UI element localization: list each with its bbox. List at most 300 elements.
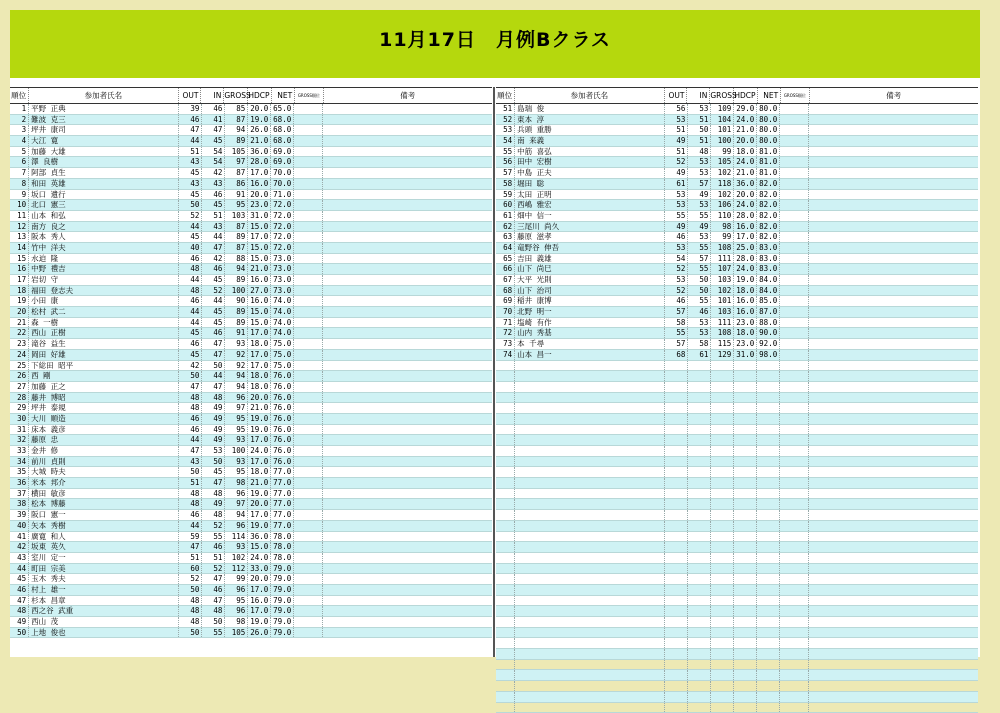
net-cell [757,393,780,403]
name-cell: 前川 貞則 [29,457,179,467]
in-cell: 43 [202,179,225,189]
in-cell: 61 [688,350,711,360]
gross-cell: 106 [711,200,734,210]
out-cell: 46 [665,296,688,306]
note-cell [809,638,978,648]
gross-cell [711,371,734,381]
rank-cell: 25 [10,361,29,371]
hdcp-cell [734,425,757,435]
hdcp-cell: 33.0 [248,564,271,574]
note-cell [809,510,978,520]
out-cell [665,660,688,670]
out-cell: 53 [665,200,688,210]
note-cell [809,339,978,349]
in-cell: 50 [202,617,225,627]
hdcp-cell: 36.0 [248,147,271,157]
out-cell: 61 [665,179,688,189]
note-cell [323,222,492,232]
note-cell [323,339,492,349]
header-gross-rank: GROSS順位 [295,88,323,103]
in-cell [688,703,711,713]
out-cell: 48 [179,499,202,509]
gross-rank-cell [780,328,809,338]
gross-rank-cell [780,307,809,317]
out-cell [665,382,688,392]
in-cell [688,681,711,691]
gross-cell: 95 [225,596,248,606]
name-cell [515,606,665,616]
note-cell [323,211,492,221]
note-cell [809,670,978,680]
gross-rank-cell [780,489,809,499]
rank-cell: 41 [10,532,29,542]
table-row [496,350,978,361]
hdcp-cell [734,393,757,403]
note-cell [809,104,978,114]
out-cell: 50 [179,371,202,381]
out-cell: 39 [179,104,202,114]
name-cell: 澤 良樹 [29,157,179,167]
net-cell [757,425,780,435]
table-row [10,382,492,393]
gross-rank-cell [294,628,323,638]
gross-rank-cell [780,350,809,360]
table-row [10,350,492,361]
gross-rank-cell [294,499,323,509]
table-row [496,275,978,286]
empty-row [496,574,978,585]
hdcp-cell: 17.0 [248,435,271,445]
gross-cell: 93 [225,457,248,467]
note-cell [809,457,978,467]
name-cell: 米本 邦介 [29,478,179,488]
rank-cell: 28 [10,393,29,403]
net-cell [757,403,780,413]
in-cell: 50 [202,361,225,371]
net-cell: 76.0 [271,425,294,435]
gross-rank-cell [294,190,323,200]
name-cell [515,681,665,691]
note-cell [323,361,492,371]
net-cell [757,703,780,713]
gross-rank-cell [780,681,809,691]
net-cell [757,628,780,638]
in-cell: 48 [202,393,225,403]
net-cell: 77.0 [271,510,294,520]
in-cell [688,649,711,659]
out-cell: 45 [179,350,202,360]
table-row [10,190,492,201]
net-cell: 79.0 [271,574,294,584]
table-row [496,147,978,158]
hdcp-cell: 28.0 [734,211,757,221]
gross-rank-cell [780,275,809,285]
net-cell: 76.0 [271,393,294,403]
hdcp-cell: 15.0 [248,318,271,328]
out-cell [665,499,688,509]
name-cell: 横田 敏彦 [29,489,179,499]
gross-cell: 97 [225,157,248,167]
name-cell: 上地 俊也 [29,628,179,638]
name-cell: 松村 武二 [29,307,179,317]
gross-rank-cell [780,190,809,200]
gross-cell: 98 [225,617,248,627]
gross-rank-cell [294,104,323,114]
gross-cell [711,446,734,456]
out-cell: 44 [179,307,202,317]
gross-cell: 111 [711,254,734,264]
in-cell: 57 [688,179,711,189]
out-cell: 46 [179,339,202,349]
empty-row [496,382,978,393]
rank-cell [496,585,515,595]
hdcp-cell [734,574,757,584]
gross-rank-cell [294,350,323,360]
out-cell: 46 [665,232,688,242]
in-cell: 47 [202,243,225,253]
rank-cell: 51 [496,104,515,114]
table-row [10,457,492,468]
rank-cell: 70 [496,307,515,317]
gross-cell: 107 [711,264,734,274]
net-cell [757,553,780,563]
hdcp-cell: 18.0 [248,371,271,381]
out-cell [665,606,688,616]
gross-rank-cell [780,574,809,584]
rank-cell: 1 [10,104,29,114]
hdcp-cell: 19.0 [248,115,271,125]
out-cell [665,521,688,531]
in-cell: 45 [202,467,225,477]
name-cell [515,425,665,435]
gross-rank-cell [294,328,323,338]
out-cell [665,692,688,702]
out-cell [665,553,688,563]
name-cell: 中島 正夫 [515,168,665,178]
hdcp-cell: 16.0 [734,296,757,306]
gross-cell: 100 [711,136,734,146]
net-cell: 82.0 [757,200,780,210]
gross-cell [711,606,734,616]
gross-cell: 100 [225,446,248,456]
out-cell [665,649,688,659]
in-cell [688,371,711,381]
hdcp-cell: 36.0 [248,532,271,542]
table-row [10,328,492,339]
note-cell [323,371,492,381]
table-row [10,585,492,596]
gross-rank-cell [780,692,809,702]
in-cell [688,596,711,606]
empty-row [496,403,978,414]
out-cell: 52 [179,574,202,584]
note-cell [809,211,978,221]
gross-cell: 95 [225,425,248,435]
in-cell: 51 [688,136,711,146]
header-out: OUT [179,88,202,103]
hdcp-cell: 27.0 [248,286,271,296]
out-cell: 46 [179,414,202,424]
gross-cell: 105 [225,147,248,157]
header-out: OUT [665,88,688,103]
out-cell: 60 [179,564,202,574]
gross-cell: 89 [225,232,248,242]
out-cell: 51 [665,125,688,135]
rank-cell [496,606,515,616]
name-cell: 森 一樹 [29,318,179,328]
net-cell: 88.0 [757,318,780,328]
rank-cell: 48 [10,606,29,616]
in-cell: 49 [202,414,225,424]
in-cell: 46 [202,190,225,200]
table-row [10,179,492,190]
net-cell: 68.0 [271,136,294,146]
net-cell: 82.0 [757,222,780,232]
rank-cell: 16 [10,264,29,274]
hdcp-cell: 16.0 [734,222,757,232]
net-cell [757,510,780,520]
rank-cell [496,414,515,424]
gross-cell: 115 [711,339,734,349]
net-cell: 85.0 [757,296,780,306]
rank-cell: 46 [10,585,29,595]
in-cell: 46 [688,307,711,317]
net-cell [757,457,780,467]
out-cell [665,403,688,413]
table-body [496,104,978,713]
table-row [10,393,492,404]
note-cell [809,703,978,713]
name-cell: 水迫 隆 [29,254,179,264]
net-cell [757,692,780,702]
note-cell [809,115,978,125]
net-cell: 83.0 [757,243,780,253]
out-cell [665,617,688,627]
note-cell [323,125,492,135]
table-row [496,328,978,339]
rank-cell: 45 [10,574,29,584]
gross-rank-cell [780,318,809,328]
name-cell [515,553,665,563]
in-cell: 53 [688,328,711,338]
hdcp-cell: 16.0 [248,596,271,606]
empty-row [496,606,978,617]
gross-rank-cell [294,222,323,232]
in-cell: 45 [202,275,225,285]
hdcp-cell [734,660,757,670]
in-cell: 53 [688,200,711,210]
results-table-right [496,87,978,713]
in-cell: 46 [202,264,225,274]
name-cell: 兵頭 重勝 [515,125,665,135]
note-cell [809,596,978,606]
hdcp-cell: 21.0 [248,478,271,488]
name-cell [515,670,665,680]
gross-cell: 99 [225,574,248,584]
gross-cell [711,382,734,392]
hdcp-cell: 18.0 [248,382,271,392]
hdcp-cell: 19.0 [248,425,271,435]
in-cell [688,521,711,531]
rank-cell: 3 [10,125,29,135]
table-row [10,435,492,446]
in-cell: 48 [202,489,225,499]
hdcp-cell [734,628,757,638]
rank-cell: 69 [496,296,515,306]
gross-rank-cell [780,510,809,520]
net-cell: 73.0 [271,264,294,274]
rank-cell: 12 [10,222,29,232]
name-cell: 難波 克三 [29,115,179,125]
hdcp-cell [734,457,757,467]
gross-cell: 89 [225,307,248,317]
out-cell [665,425,688,435]
name-cell [515,371,665,381]
hdcp-cell [734,489,757,499]
note-cell [809,542,978,552]
gross-cell: 112 [225,564,248,574]
gross-rank-cell [294,564,323,574]
name-cell: 坂東 英久 [29,542,179,552]
in-cell: 47 [202,574,225,584]
table-row [496,318,978,329]
in-cell [688,414,711,424]
hdcp-cell: 17.0 [248,232,271,242]
out-cell: 52 [665,286,688,296]
name-cell [515,478,665,488]
in-cell [688,542,711,552]
name-cell: 竜野谷 伸吾 [515,243,665,253]
gross-cell [711,617,734,627]
note-cell [323,318,492,328]
table-row [10,136,492,147]
in-cell: 46 [202,542,225,552]
rank-cell [496,499,515,509]
gross-cell: 98 [711,222,734,232]
table-row [10,617,492,628]
note-cell [323,179,492,189]
hdcp-cell: 20.0 [248,499,271,509]
table-row [10,425,492,436]
in-cell: 53 [688,157,711,167]
gross-rank-cell [780,104,809,114]
gross-cell [711,467,734,477]
hdcp-cell: 20.0 [248,190,271,200]
rank-cell: 34 [10,457,29,467]
rank-cell [496,393,515,403]
net-cell: 82.0 [757,179,780,189]
gross-rank-cell [780,157,809,167]
note-cell [809,136,978,146]
hdcp-cell: 17.0 [248,168,271,178]
rank-cell: 4 [10,136,29,146]
in-cell: 44 [202,371,225,381]
hdcp-cell: 24.0 [248,446,271,456]
hdcp-cell [734,361,757,371]
note-cell [323,168,492,178]
gross-rank-cell [780,243,809,253]
in-cell: 50 [688,275,711,285]
out-cell: 44 [179,222,202,232]
gross-rank-cell [294,542,323,552]
gross-cell [711,478,734,488]
gross-cell [711,489,734,499]
hdcp-cell: 17.0 [248,350,271,360]
hdcp-cell: 21.0 [734,125,757,135]
out-cell [665,703,688,713]
gross-cell: 93 [225,542,248,552]
gross-rank-cell [294,425,323,435]
in-cell [688,564,711,574]
rank-cell: 67 [496,275,515,285]
net-cell [757,361,780,371]
in-cell: 51 [202,553,225,563]
net-cell: 69.0 [271,147,294,157]
table-row [10,104,492,115]
note-cell [809,585,978,595]
rank-cell: 61 [496,211,515,221]
rank-cell: 20 [10,307,29,317]
out-cell [665,596,688,606]
in-cell [688,425,711,435]
table-row [496,339,978,350]
hdcp-cell: 17.0 [248,606,271,616]
hdcp-cell [734,532,757,542]
in-cell: 55 [202,532,225,542]
out-cell: 53 [665,115,688,125]
gross-cell: 108 [711,328,734,338]
name-cell [515,403,665,413]
out-cell: 44 [179,318,202,328]
note-cell [809,681,978,691]
gross-rank-cell [294,574,323,584]
hdcp-cell: 19.0 [248,489,271,499]
gross-rank-cell [294,318,323,328]
out-cell: 46 [179,425,202,435]
rank-cell: 59 [496,190,515,200]
table-row [496,190,978,201]
in-cell: 45 [202,200,225,210]
hdcp-cell: 15.0 [248,222,271,232]
out-cell: 46 [179,115,202,125]
gross-rank-cell [780,564,809,574]
gross-cell: 85 [225,104,248,114]
hdcp-cell [734,564,757,574]
net-cell: 80.0 [757,136,780,146]
note-cell [323,617,492,627]
net-cell: 72.0 [271,222,294,232]
hdcp-cell [734,478,757,488]
net-cell: 74.0 [271,307,294,317]
gross-rank-cell [780,425,809,435]
net-cell: 80.0 [757,115,780,125]
name-cell [515,382,665,392]
out-cell: 50 [179,467,202,477]
in-cell [688,585,711,595]
net-cell [757,574,780,584]
gross-cell: 94 [225,264,248,274]
net-cell: 78.0 [271,542,294,552]
gross-cell: 87 [225,243,248,253]
in-cell [688,403,711,413]
in-cell: 45 [202,318,225,328]
note-cell [809,147,978,157]
rank-cell: 65 [496,254,515,264]
header-net: NET [272,88,295,103]
header-hdcp: HDCP [248,88,272,103]
hdcp-cell: 15.0 [248,254,271,264]
out-cell: 52 [179,211,202,221]
